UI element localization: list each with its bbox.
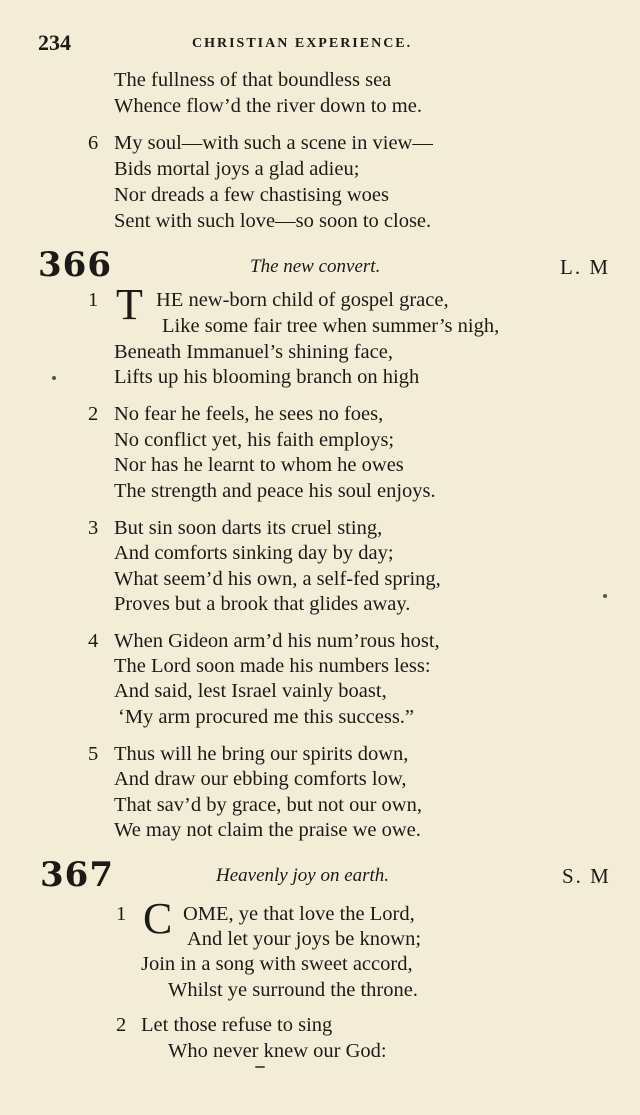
print-speck (255, 1066, 265, 1068)
verse-line: Proves but a brook that glides away. (114, 593, 411, 615)
verse-line: Sent with such love—so soon to close. (114, 210, 432, 232)
hymn-number: 367 (40, 855, 114, 895)
verse-line: Who never knew our God: (168, 1040, 387, 1062)
continuation-line: Whence flow’d the river down to me. (114, 95, 422, 117)
verse-number: 2 (116, 1014, 127, 1036)
verse-number: 3 (88, 517, 99, 539)
verse-line: The Lord soon made his numbers less: (114, 655, 431, 677)
verse-line: HE new-born child of gospel grace, (156, 289, 449, 311)
drop-cap: C (143, 894, 173, 943)
continuation-line: The fullness of that boundless sea (114, 69, 392, 91)
print-speck (603, 594, 607, 598)
verse-line: What seem’d his own, a self-fed spring, (114, 568, 441, 590)
verse-line: Thus will he bring our spirits down, (114, 743, 409, 765)
verse-line: Nor dreads a few chastising woes (114, 184, 389, 206)
verse-line: Beneath Immanuel’s shining face, (114, 341, 393, 363)
verse-number: 4 (88, 630, 99, 652)
verse-line: We may not claim the praise we owe. (114, 819, 421, 841)
verse-line: That sav’d by grace, but not our own, (114, 794, 422, 816)
verse-number: 5 (88, 743, 99, 765)
drop-cap: T (116, 280, 143, 329)
hymn-title: Heavenly joy on earth. (216, 865, 390, 886)
verse-line: Bids mortal joys a glad adieu; (114, 158, 360, 180)
verse-line: The strength and peace his soul enjoys. (114, 480, 436, 502)
verse-line: Like some fair tree when summer’s nigh, (162, 315, 500, 337)
verse-line: Whilst ye surround the throne. (168, 979, 418, 1001)
verse-line: When Gideon arm’d his num’rous host, (114, 630, 440, 652)
verse-line: No fear he feels, he sees no foes, (114, 403, 384, 425)
hymn-meter: L. M (560, 255, 610, 279)
running-title: CHRISTIAN EXPERIENCE. (192, 36, 413, 51)
verse-line: And let your joys be known; (187, 928, 422, 950)
verse-line: Join in a song with sweet accord, (141, 953, 413, 975)
hymn-number: 366 (38, 245, 112, 285)
verse-number: 1 (88, 289, 99, 311)
verse-line: My soul—with such a scene in view— (114, 132, 433, 154)
hymn-title: The new convert. (250, 256, 381, 277)
verse-line: No conflict yet, his faith employs; (114, 429, 395, 451)
verse-number: 1 (116, 903, 127, 925)
verse-line: Nor has he learnt to whom he owes (114, 454, 404, 476)
verse-number: 6 (88, 132, 99, 154)
hymn-meter: S. M (562, 864, 611, 888)
verse-line: OME, ye that love the Lord, (183, 903, 415, 925)
verse-line: But sin soon darts its cruel sting, (114, 517, 383, 539)
verse-line: Let those refuse to sing (141, 1014, 333, 1036)
verse-line: And comforts sinking day by day; (114, 542, 394, 564)
print-speck (52, 376, 56, 380)
verse-line: ‘My arm procured me this success.” (118, 706, 415, 728)
verse-line: And said, lest Israel vainly boast, (114, 680, 387, 702)
page-number: 234 (38, 30, 71, 55)
verse-line: Lifts up his blooming branch on high (114, 366, 420, 388)
verse-line: And draw our ebbing comforts low, (114, 768, 407, 790)
verse-number: 2 (88, 403, 99, 425)
